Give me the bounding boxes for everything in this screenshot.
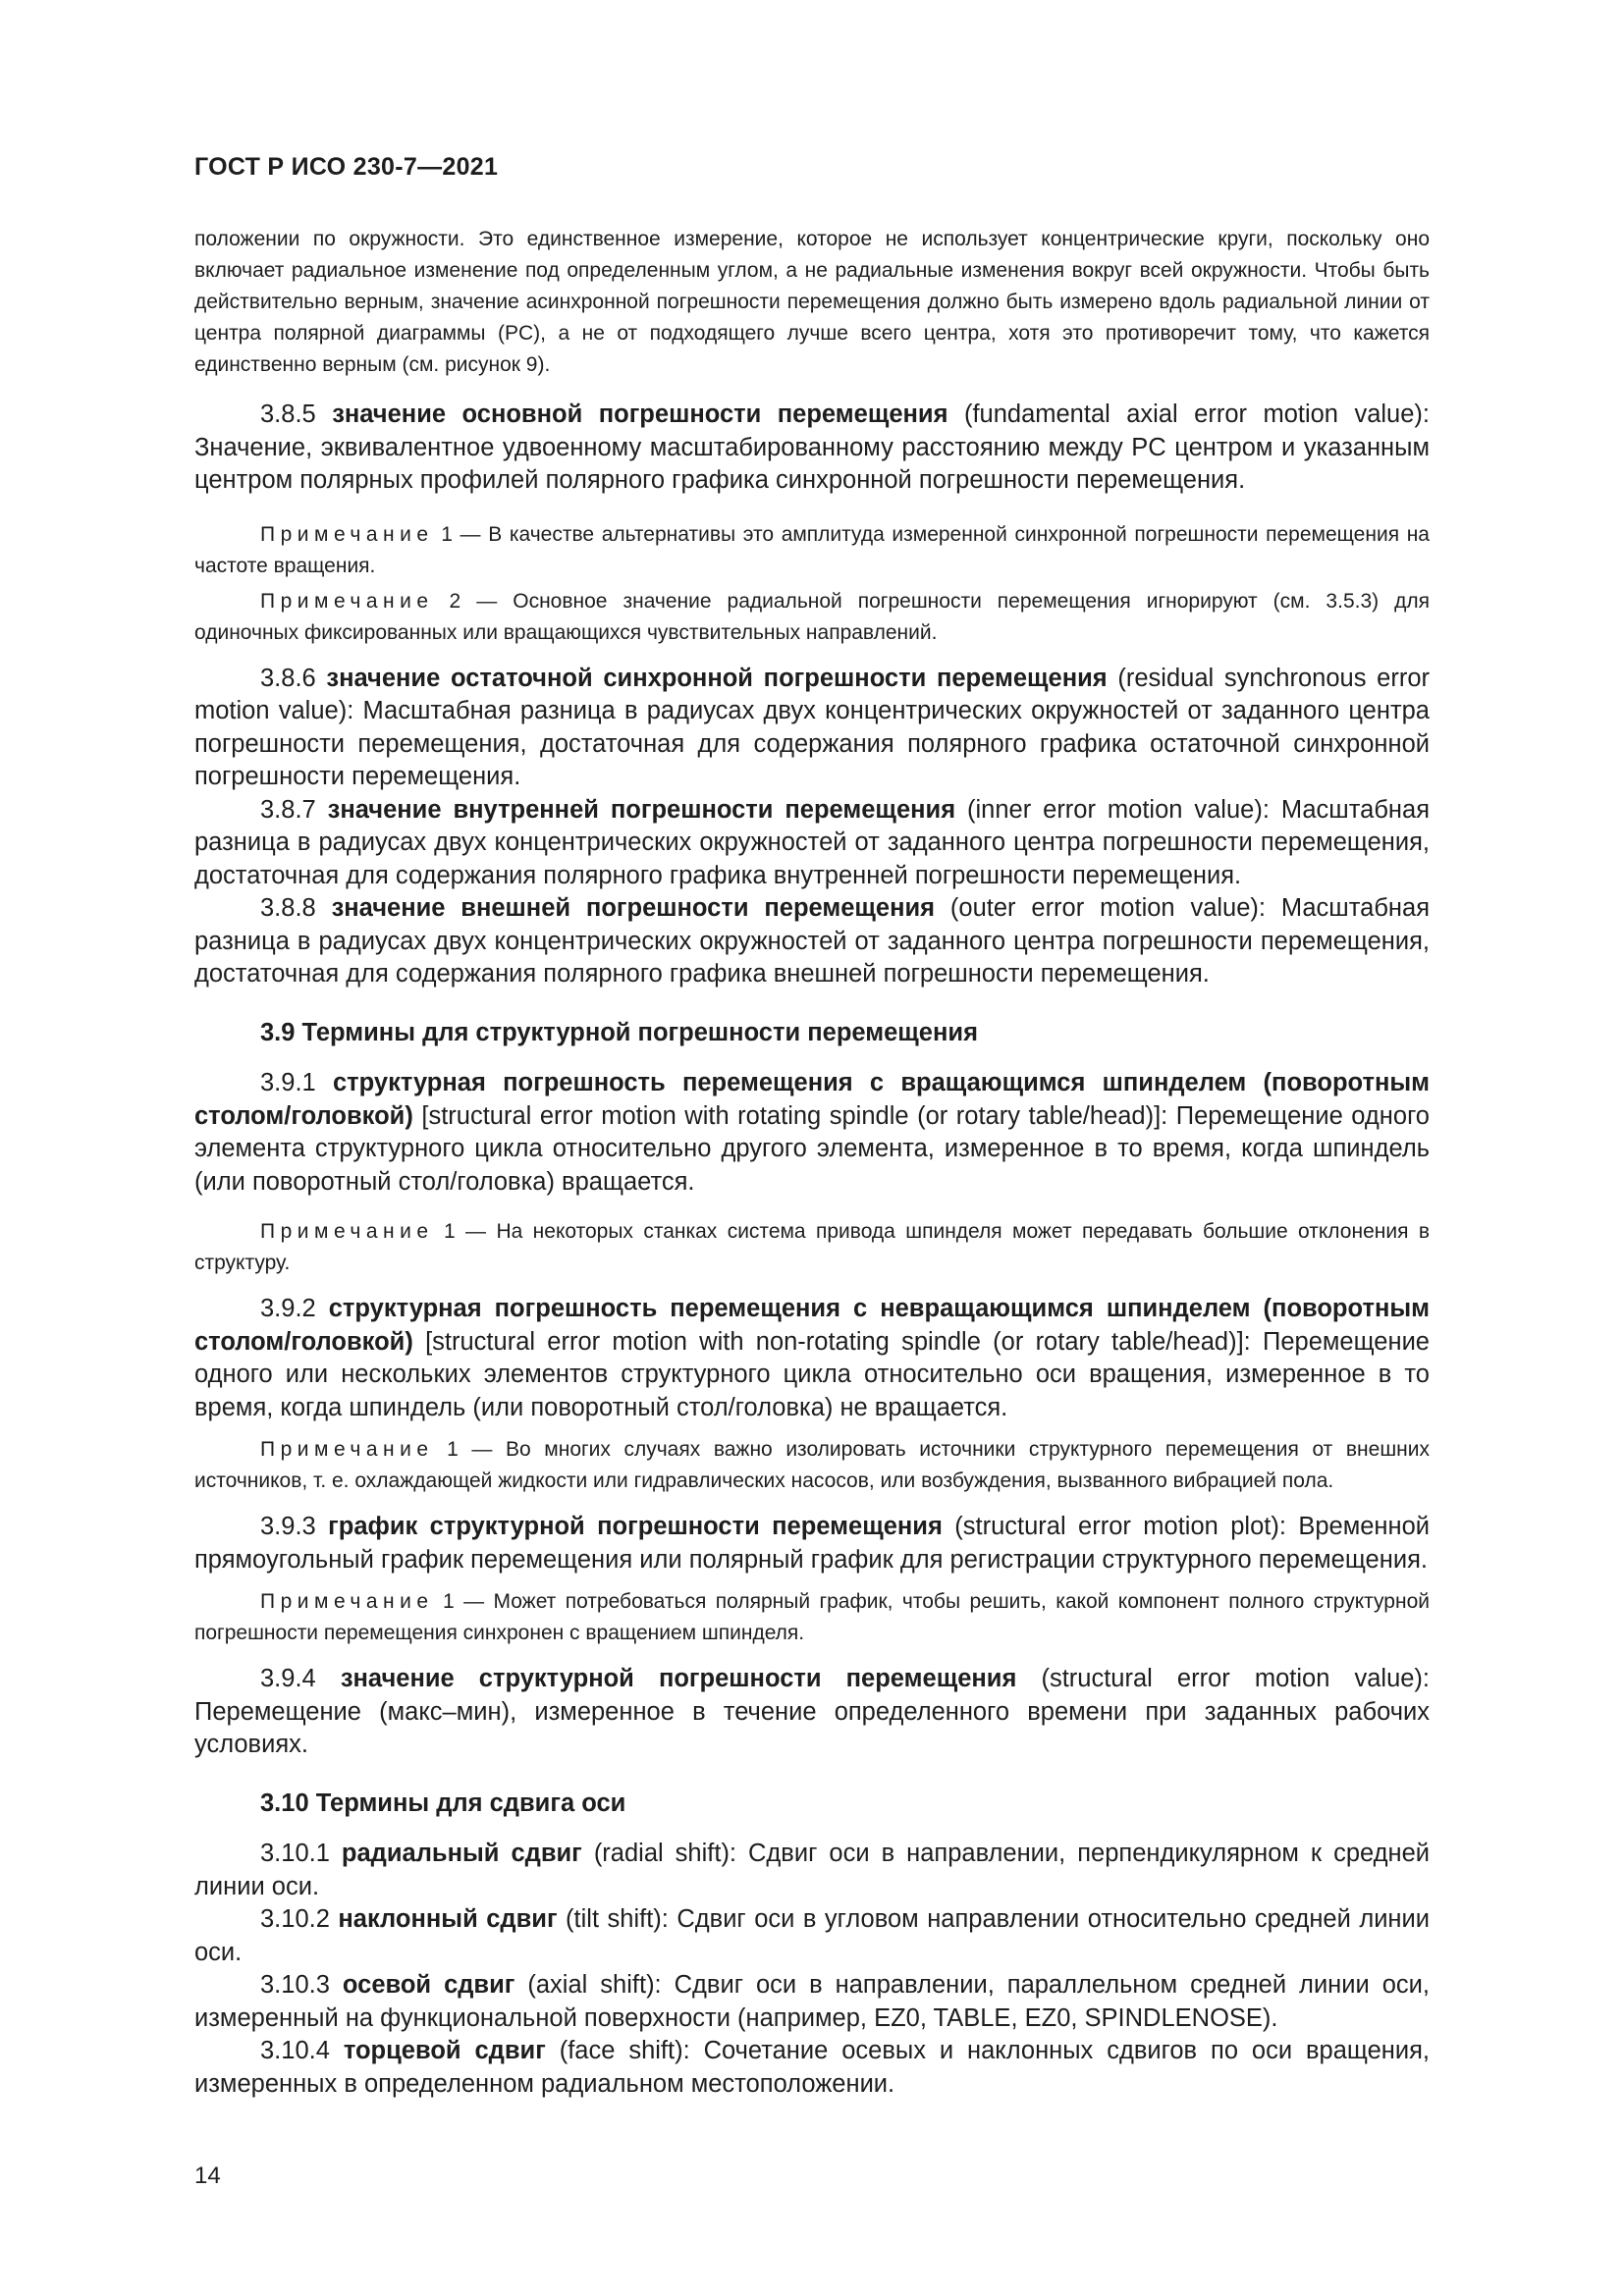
clause-3-9-3: 3.9.3 график структурной погрешности перемещения (structural error motion plot): Временной прямоугольный график перемещения или полярный график для регистрации структурного перемещения.	[194, 1513, 1430, 1574]
section-heading-3-10: 3.10 Термины для сдвига оси	[260, 1789, 626, 1817]
clause-3-9-1: 3.9.1 структурная погрешность перемещения с вращающимся шпинделем (поворотным столом/головкой) [structural error motion with rotating spindle (or rotary table/head)]: Перемещение одного элемента структурного цикла относительно другого элемента, измеренное в то время, когда шпиндель (или поворотный стол/головка) вращается.	[194, 1069, 1430, 1196]
note-3-8-5-1: Примечание 1 — В качестве альтернативы это амплитуда измеренной синхронной погрешности перемещения на частоте вращения.	[194, 522, 1430, 577]
clause-3-8-8: 3.8.8 значение внешней погрешности перемещения (outer error motion value): Масштабная разница в радиусах двух концентрических окружностей от заданного центра погрешности перемещения, достаточная для содержания полярного графика внешней погрешности перемещения.	[194, 894, 1431, 988]
term: значение основной погрешности перемещения	[332, 400, 948, 428]
note-3-9-2: Примечание 1 — Во многих случаях важно изолировать источники структурного перемещения от внешних источников, т. е. охлаждающей жидкости или гидравлических насосов, или возбуждения, вызванного вибрацией пола.	[194, 1438, 1430, 1492]
note-3-9-3: Примечание 1 — Может потребоваться полярный график, чтобы решить, какой компонент полного структурной погрешности перемещения синхронен с вращением шпинделя.	[194, 1590, 1430, 1644]
clause-3-10-4: 3.10.4 торцевой сдвиг (face shift): Сочетание осевых и наклонных сдвигов по оси вращения, измеренных в определенном радиальном местоположении.	[194, 2037, 1430, 2098]
document-header: ГОСТ Р ИСО 230-7—2021	[194, 153, 499, 181]
clause-3-10-1: 3.10.1 радиальный сдвиг (radial shift): Сдвиг оси в направлении, перпендикулярном к средней линии оси.	[194, 1840, 1431, 1900]
intro-paragraph: положении по окружности. Это единственное измерение, которое не использует концентрические круги, поскольку оно включает радиальное изменение под определенным углом, а не радиальные изменения вокруг всей окружности. Чтобы быть действительно верным, значение асинхронной погрешности перемещения должно быть измерено вдоль радиальной линии от центра полярной диаграммы (PC), а не от подходящего лучше всего центра, хотя это противоречит тому, что кажется единственно верным (см. рисунок 9).	[194, 228, 1430, 376]
clause-3-9-4: 3.9.4 значение структурной погрешности перемещения (structural error motion value): Перемещение (макс–мин), измеренное в течение определенного времени при заданных рабочих условиях.	[194, 1665, 1431, 1758]
clause-3-8-6: 3.8.6 значение остаточной синхронной погрешности перемещения (residual synchronous error motion value): Масштабная разница в радиусах двух концентрических окружностей от заданного центра погрешности перемещения, достаточная для содержания полярного графика остаточной синхронной погрешности перемещения.	[194, 664, 1430, 790]
term: значение остаточной синхронной погрешности перемещения	[326, 664, 1108, 692]
clause-3-9-2: 3.9.2 структурная погрешность перемещения с невращающимся шпинделем (поворотным столом/головкой) [structural error motion with non-rotating spindle (or rotary table/head)]: Перемещение одного или нескольких элементов структурного цикла относительно оси вращения, измеренное в то время, когда шпиндель (или поворотный стол/головка) не вращается.	[194, 1295, 1430, 1421]
term: наклонный сдвиг	[338, 1905, 558, 1933]
note-3-9-1: Примечание 1 — На некоторых станках система привода шпинделя может передавать большие отклонения в структуру.	[194, 1220, 1430, 1274]
term: значение структурной погрешности перемещения	[340, 1665, 1017, 1692]
term: график структурной погрешности перемещения	[328, 1513, 943, 1540]
term: значение внешней погрешности перемещения	[331, 894, 936, 922]
term: радиальный сдвиг	[341, 1840, 582, 1867]
section-heading-3-9: 3.9 Термины для структурной погрешности перемещения	[260, 1018, 978, 1046]
page-content	[194, 224, 1430, 2101]
term: торцевой сдвиг	[343, 2037, 546, 2064]
page-number: 14	[194, 2163, 221, 2189]
clause-3-10-3: 3.10.3 осевой сдвиг (axial shift): Сдвиг оси в направлении, параллельном средней линии оси, измеренный на функциональной поверхности (например, EZ0, TABLE, EZ0, SPINDLENOSE).	[194, 1971, 1430, 2032]
term: структурная погрешность перемещения с вращающимся шпинделем (поворотным столом/головкой)	[194, 1069, 1430, 1130]
term: осевой сдвиг	[342, 1971, 515, 1999]
clause-3-8-5: 3.8.5 значение основной погрешности перемещения (fundamental axial error motion value): Значение, эквивалентное удвоенному масштабированному расстоянию между PC центром и указанным центром полярных профилей полярного графика синхронной погрешности перемещения.	[194, 400, 1430, 494]
term: значение внутренней погрешности перемещения	[327, 795, 956, 824]
clause-3-8-7: 3.8.7 значение внутренней погрешности перемещения (inner error motion value): Масштабная разница в радиусах двух концентрических окружностей от заданного центра погрешности перемещения, достаточная для содержания полярного графика внутренней погрешности перемещения.	[194, 795, 1430, 889]
term: структурная погрешность перемещения с невращающимся шпинделем (поворотным столом/головкой)	[194, 1295, 1430, 1356]
note-3-8-5-2: Примечание 2 — Основное значение радиальной погрешности перемещения игнорируют (см. 3.5.3) для одиночных фиксированных или вращающихся чувствительных направлений.	[194, 589, 1431, 644]
clause-3-10-2: 3.10.2 наклонный сдвиг (tilt shift): Сдвиг оси в угловом направлении относительно средней линии оси.	[194, 1905, 1431, 1966]
